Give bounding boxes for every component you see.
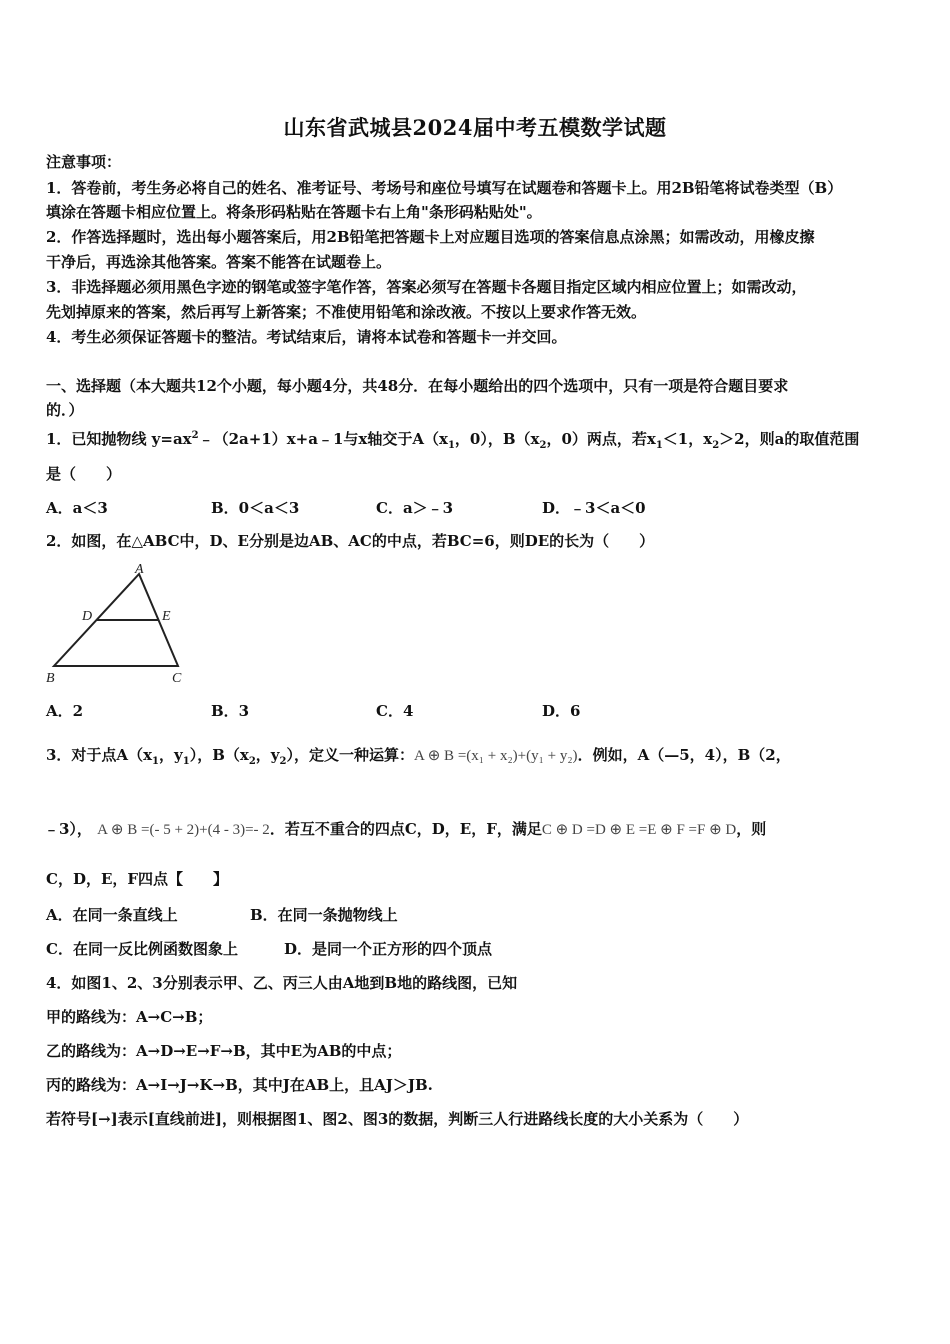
q1-option-d[interactable]: D．﹣3＜a＜0	[542, 499, 646, 517]
q1-text: ＜1，x	[662, 430, 713, 448]
q4-stem-4: 丙的路线为：A→I→J→K→B，其中J在AB上，且AJ＞JB.	[46, 1076, 433, 1094]
note-3a: 3．非选择题必须用黑色字迹的钢笔或签字笔作答，答案必须写在答题卡各题目指定区域内相应位置上；如需改动，	[46, 278, 807, 296]
q3-sub: 2	[279, 756, 287, 767]
label-e: E	[162, 609, 171, 624]
q3-text: ，y	[255, 746, 280, 764]
q1-stem	[46, 426, 859, 456]
q3-formula-example: A ⊕ B =(- 5 + 2)+(4 - 3)=- 2	[97, 822, 270, 838]
note-4: 4．考生必须保证答题卡的整洁。考试结束后，请将本试卷和答题卡一并交回。	[46, 328, 567, 346]
note-2b: 干净后，再选涂其他答案。答案不能答在试题卷上。	[46, 253, 392, 271]
q3-option-d[interactable]: D．是同一个正方形的四个顶点	[284, 940, 493, 958]
q3-option-a[interactable]: A．在同一条直线上	[46, 906, 178, 924]
note-3b: 先划掉原来的答案，然后再写上新答案；不准使用铅笔和涂改液。不按以上要求作答无效。	[46, 303, 647, 321]
label-c: C	[172, 671, 182, 686]
q1-text: 1．已知抛物线 y=ax	[46, 430, 192, 448]
q3-sub: 1	[182, 756, 190, 767]
q3-stem	[46, 745, 791, 772]
section-heading-2: 的．）	[46, 401, 84, 419]
q1-text: ﹣（2a+1）x+a﹣1与x轴交于A（x	[198, 430, 448, 448]
q3-stem-2	[44, 819, 766, 840]
label-a: A	[135, 562, 144, 577]
q4-stem-2: 甲的路线为：A→C→B；	[46, 1008, 213, 1026]
q2-stem: 2．如图，在△ABC中，D、E分别是边AB、AC的中点，若BC=6，则DE的长为（ ）	[46, 532, 655, 550]
label-d: D	[82, 609, 93, 624]
page-title: 山东省武城县2024届中考五模数学试题	[283, 115, 667, 140]
q3-option-c[interactable]: C．在同一反比例函数图象上	[46, 940, 238, 958]
q1-sub: 2	[539, 440, 547, 451]
q1-option-a[interactable]: A．a＜3	[46, 499, 108, 517]
q1-option-b[interactable]: B．0＜a＜3	[211, 499, 300, 517]
q2-option-c[interactable]: C．4	[376, 702, 414, 720]
q3-text: ），定义一种运算：	[286, 746, 414, 764]
q3-text: 3．对于点A（x	[46, 746, 153, 764]
q1-sub: 2	[712, 440, 720, 451]
q1-text: ＞2，则a的取值范围	[719, 430, 860, 448]
q3-text: ），B（x	[189, 746, 249, 764]
q1-sub: 1	[655, 440, 663, 451]
q2-option-b[interactable]: B．3	[211, 702, 250, 720]
q1-option-c[interactable]: C．a＞﹣3	[376, 499, 454, 517]
triangle-figure	[44, 560, 194, 690]
q3-text: ．若互不重合的四点C，D，E，F，满足	[269, 820, 542, 838]
q3-text: ，y	[159, 746, 183, 764]
q3-text: ，则	[736, 820, 767, 838]
q3-text: ﹣3），	[44, 820, 92, 838]
note-2a: 2．作答选择题时，选出每小题答案后，用2B铅笔把答题卡上对应题目选项的答案信息点涂黑；如需改动，用橡皮擦	[46, 228, 815, 246]
q4-stem-3: 乙的路线为：A→D→E→F→B，其中E为AB的中点；	[46, 1042, 402, 1060]
q3-option-b[interactable]: B．在同一条抛物线上	[250, 906, 398, 924]
q3-sub: 1	[152, 756, 159, 767]
note-1b: 填涂在答题卡相应位置上。将条形码粘贴在答题卡右上角"条形码粘贴处"。	[46, 203, 542, 221]
q3-sub: 2	[248, 756, 256, 767]
q3-stem-3: C，D，E，F四点【 】	[46, 870, 229, 888]
q4-stem-5: 若符号[→]表示[直线前进]，则根据图1、图2、图3的数据，判断三人行进路线长度的大小关系为（ ）	[46, 1110, 749, 1128]
q3-formula-def: A ⊕ B =(x₁ + x₂)+(y₁ + y₂)	[413, 748, 578, 764]
q2-option-a[interactable]: A．2	[46, 702, 84, 720]
note-1a: 1．答卷前，考生务必将自己的姓名、准考证号、考场号和座位号填写在试题卷和答题卡上。用2B铅笔将试卷类型（B）	[46, 179, 843, 197]
q3-formula-condition: C ⊕ D =D ⊕ E =E ⊕ F =F ⊕ D	[541, 822, 737, 838]
q1-sub: 1	[447, 440, 455, 451]
q2-option-d[interactable]: D．6	[542, 702, 581, 720]
q3-text: ．例如，A（—5，4），B（2，	[577, 746, 791, 764]
q1-text: ，0）两点，若x	[546, 430, 656, 448]
q1-stem-2: 是（ ）	[46, 465, 122, 483]
section-heading-1: 一、选择题（本大题共12个小题，每小题4分，共48分．在每小题给出的四个选项中，只有一项是符合题目要求	[46, 377, 789, 395]
label-b: B	[46, 671, 55, 686]
q4-stem-1: 4．如图1、2、3分别表示甲、乙、丙三人由A地到B地的路线图，已知	[46, 974, 518, 992]
notes-header: 注意事项：	[46, 153, 122, 171]
q1-text: ，0），B（x	[454, 430, 540, 448]
q1-sup: 2	[191, 430, 199, 441]
